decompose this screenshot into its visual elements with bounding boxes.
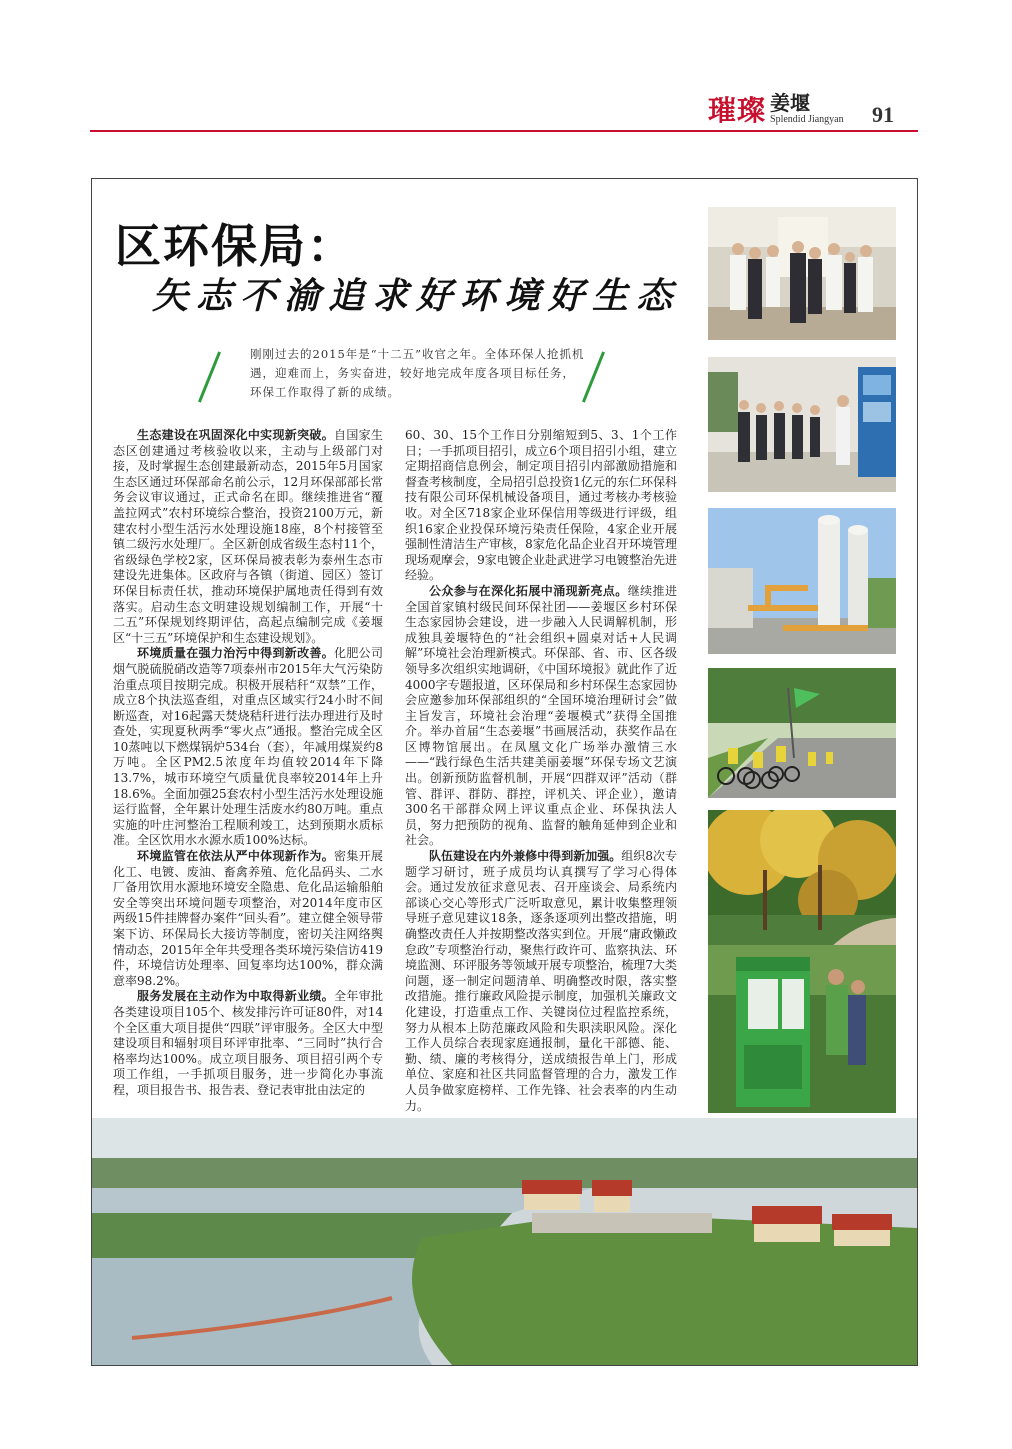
- paragraph: [113, 849, 383, 989]
- paragraph-body: 60、30、15个工作日分别缩短到5、3、1个工作日；一手抓项目招引，成立6个项目招引小组，建立定期招商信息例会，制定项目招引内部激励措施和督查考核制度，全局招引总投资1亿元的东仁环保科技有限公司环保机械设备项目，通过考核办考核验收。对全区718家企业环保信用等级进行评级，组织16家企业投保环境污染责任保险，4家企业开展强制性清洁生产审核，8家危化品企业召开环境管理现场观摩会，9家电镀企业赴武进学习电镀整治先进经验。: [405, 428, 677, 583]
- paragraph-body: 组织8次专题学习研讨，班子成员均认真撰写了学习心得体会。通过发放征求意见表、召开座谈会、局系统内部谈心交心等形式广泛听取意见，累计收集整理领导班子意见建议18条，逐条逐项列出整改措施，明确整改责任人并按期整改落实到位。开展“庸政懒政怠政”专项整治行动，聚焦行政许可、监察执法、环境监测、环评服务等领域开展专项整治，梳理7大类问题，逐一制定问题清单、明确整改时限，落实整改措施。推行廉政风险提示制度，加强机关廉政文化建设，打造重点工作、关键岗位过程监控系统，努力从根本上防范廉政风险和失职渎职风险。深化工作人员综合表现家庭通报制，量化干部德、能、勤、绩、廉的考核得分，送成绩报告单上门，形成单位、家庭和社区共同监督管理的合力，激发工作人员争做家庭榜样、工作先锋、社会表率的内生动力。: [405, 849, 677, 1113]
- photo-cyclists: [708, 668, 896, 798]
- photo-exhibition-visit: [708, 357, 896, 492]
- brand-red-text: 璀璨: [708, 94, 767, 127]
- paragraph-body: 密集开展化工、电镀、废油、畜禽养殖、危化品码头、二水厂备用饮用水源地环境安全隐患、危化品运输船舶安全等突出环境问题专项整治，对2014年度市区两级15件挂牌督办案件“回头看”。建立健全领导带案下访、环保局长大接访等制度，密切关注网络舆情动态，2015年全年共受理各类环境污染信访419件，环境信访处理率、回复率均达100%，群众满意率98.2%。: [113, 849, 383, 988]
- paragraph: [405, 428, 677, 584]
- photo-recycling-bin-image: [708, 945, 896, 1113]
- paragraph-heading: 队伍建设在内外兼修中得到新加强。: [429, 849, 622, 864]
- photo-autumn-trees-image: [708, 810, 896, 950]
- paragraph-body: 自国家生态区创建通过考核验收以来，主动与上级部门对接，及时掌握生态创建最新动态，2015年5月国家生态区通过环保部命名前公示，12月环保部部长常务会议审议通过，正式命名在即。继续推进省“覆盖拉网式”农村环境综合整治，投资2100万元，新建农村小型生活污水处理设施18座，8个村接管至镇二级污水处理厂。全区新创成省级生态村11个，省级绿色学校2家，区环保局被表彰为泰州生态市建设先进集体。区政府与各镇（街道、园区）签订环保目标责任状，推动环境保护属地责任得到有效落实。启动生态文明建设规划编制工作，开展“十二五”环保规划终期评估，高起点编制完成《姜堰区“十三五”环境保护和生态建设规划》。: [113, 428, 383, 645]
- photo-wetland-panorama-image: [92, 1118, 917, 1365]
- photo-recycling-bin: [708, 945, 896, 1113]
- photo-officials-hallway: [708, 207, 896, 340]
- photo-industrial-tanks: [708, 508, 896, 654]
- page-number: 91: [872, 102, 894, 127]
- paragraph-body: 化肥公司烟气脱硫脱硝改造等7项泰州市2015年大气污染防治重点项目按期完成。积极开展秸秆“双禁”工作，成立8个执法巡查组，对重点区域实行24小时不间断巡查，对16起露天焚烧秸秆进行法办理进行及时查处，实现夏秋两季“零火点”通报。整治完成全区10蒸吨以下燃煤锅炉534台（套），年减用煤炭约8万吨。全区PM2.5浓度年均值较2014年下降13.7%，城市环境空气质量优良率较2014年上升18.6%。全面加强25套农村小型生活污水处理设施运行监督，全年累计处理生活废水约80万吨。重点实施的叶庄河整治工程顺利竣工，达到预期水质标准。全区饮用水水源水质100%达标。: [113, 646, 383, 848]
- brand-en-text: Splendid Jiangyan: [770, 114, 844, 125]
- article-lead: 刚刚过去的2015年是“十二五”收官之年。全体环保人抢抓机遇，迎难而上，务实奋进，较好地完成年度各项目标任务，环保工作取得了新的成绩。: [250, 347, 585, 399]
- header-rule: [90, 130, 918, 132]
- photo-wetland-panorama: [92, 1118, 917, 1365]
- photo-industrial-tanks-image: [708, 508, 896, 654]
- photo-officials-hallway-image: [708, 207, 896, 340]
- article-column-1: [113, 428, 383, 1099]
- article-subtitle: 矢志不渝追求好环境好生态: [152, 275, 681, 317]
- photo-exhibition-visit-image: [708, 357, 896, 492]
- paragraph-heading: 公众参与在深化拓展中涌现新亮点。: [429, 583, 628, 598]
- paragraph-heading: 环境质量在强力治污中得到新改善。: [137, 646, 335, 661]
- header-brand: [708, 90, 844, 126]
- paragraph: [405, 849, 677, 1114]
- paragraph-heading: 生态建设在巩固深化中实现新突破。: [137, 428, 335, 442]
- paragraph: [113, 428, 383, 646]
- brand-cn-text: 姜堰: [770, 91, 811, 115]
- paragraph-heading: 服务发展在主动作为中取得新业绩。: [137, 989, 335, 1004]
- paragraph: [405, 584, 677, 849]
- paragraph: [113, 989, 383, 1098]
- article-title: 区环保局：: [115, 219, 355, 273]
- paragraph-heading: 环境监管在依法从严中体现新作为。: [137, 849, 335, 864]
- photo-autumn-trees: [708, 810, 896, 950]
- paragraph: [113, 646, 383, 849]
- photo-cyclists-image: [708, 668, 896, 798]
- paragraph-body: 全年审批各类建设项目105个、核发排污许可证80件，对14个全区重大项目提供“四联”评审服务。全区大中型建设项目和辐射项目环评审批率、“三同时”执行合格率均达100%。成立项目服务、项目招引两个专项工作组，一手抓项目服务，进一步简化办事流程，项目报告书、报告表、登记表审批由法定的: [113, 989, 383, 1097]
- paragraph-body: 继续推进全国首家镇村级民间环保社团——姜堰区乡村环保生态家园协会建设，进一步融入人民调解机制，形成独具姜堰特色的“社会组织+圆桌对话+人民调解”环境社会治理新模式。环保部、省、市、区各级领导多次组织实地调研，《中国环境报》就此作了近4000字专题报道，区环保局和乡村环保生态家园协会应邀参加环保部组织的“全国环境治理研讨会”做主旨发言，环境社会治理“姜堰模式”获得全国推介。举办首届“生态姜堰”书画展活动，获奖作品在区博物馆展出。在凤凰文化广场举办激情三水——“践行绿色生活共建美丽姜堰”环保专场文艺演出。创新预防监督机制，开展“四群双评”活动（群管、群评、群防、群控，评机关、评企业），邀请300名干部群众网上评议重点企业、环保执法人员，努力把预防的视角、监督的触角延伸到企业和社会。: [405, 583, 677, 848]
- article-column-2: [405, 428, 677, 1114]
- brand-block: [770, 92, 844, 126]
